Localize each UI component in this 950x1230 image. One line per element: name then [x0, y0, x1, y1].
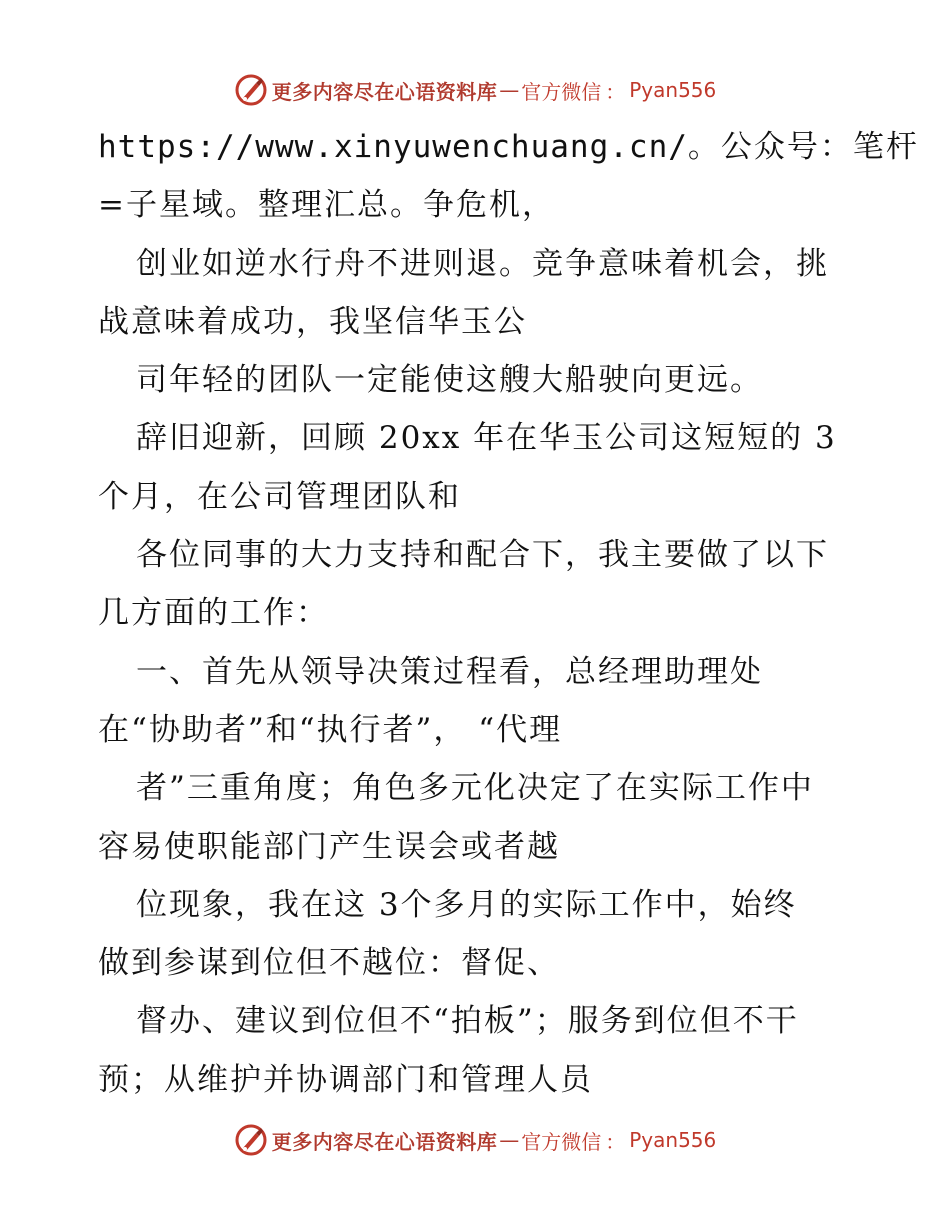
footer-sub-text: 官方微信: [521, 1129, 602, 1154]
header-separator: ：: [605, 79, 626, 104]
text-line: 做到参谋到位但不越位：督促、: [98, 945, 560, 982]
footer-wechat-id: Pyan556: [629, 1128, 717, 1152]
text-line: 各位同事的大力支持和配合下，我主要做了以下: [136, 537, 829, 574]
header-wechat-id: Pyan556: [629, 78, 717, 102]
footer-main-text: 更多内容尽在心语资料库: [271, 1129, 498, 1154]
url-line: [98, 118, 919, 176]
text-line: 个月，在公司管理团队和: [98, 478, 461, 515]
text-line: 在“协助者”和“执行者”， “代理: [98, 711, 563, 748]
text-line: 辞旧迎新，回顾 20xx 年在华玉公司这短短的 3: [136, 420, 837, 457]
pen-logo-icon: [234, 1123, 268, 1157]
pen-logo-icon: [234, 73, 268, 107]
text-line: 位现象，我在这 3个多月的实际工作中，始终: [136, 886, 797, 923]
text-line: 一、首先从领导决策过程看，总经理助理处: [136, 653, 763, 690]
footer-dash: —: [499, 1128, 520, 1152]
text-line: =子星域。整理汇总。争危机，: [98, 187, 555, 224]
text-line: 预；从维护并协调部门和管理人员: [98, 1061, 593, 1098]
header-watermark: [0, 70, 950, 110]
header-main-text: 更多内容尽在心语资料库: [271, 79, 498, 104]
text-line: 者”三重角度；角色多元化决定了在实际工作中: [136, 770, 814, 807]
footer-separator: ：: [605, 1129, 626, 1154]
header-sub-text: 官方微信: [521, 79, 602, 104]
footer-watermark: [0, 1120, 950, 1160]
text-line: 督办、建议到位但不“拍板”；服务到位但不干: [136, 1003, 799, 1040]
text-line: 战意味着成功，我坚信华玉公: [98, 303, 527, 340]
text-line: 几方面的工作：: [98, 595, 329, 632]
header-dash: —: [499, 78, 520, 102]
text-line: 创业如逆水行舟不进则退。竞争意味着机会，挑: [136, 245, 829, 282]
document-body: [98, 118, 919, 1109]
text-line: 司年轻的团队一定能使这艘大船驶向更远。: [136, 362, 763, 399]
text-line: 容易使职能部门产生误会或者越: [98, 828, 560, 865]
url-suffix-text: 。公众号：笔杆: [687, 129, 919, 165]
source-url[interactable]: https://www.xinyuwenchuang.cn/: [98, 129, 688, 165]
